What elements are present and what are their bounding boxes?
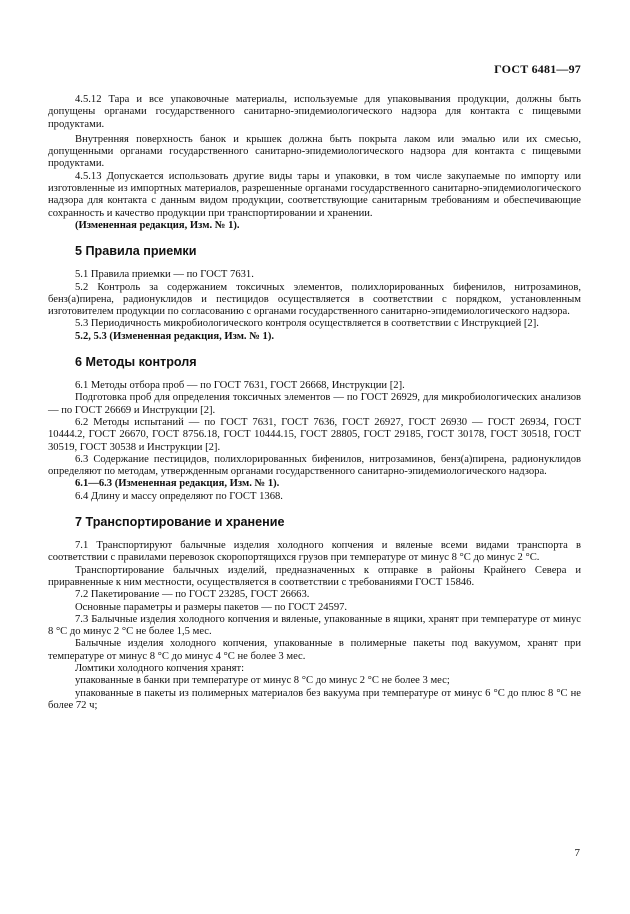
section-heading-7: 7 Транспортирование и хранение — [75, 515, 285, 530]
paragraph: 7.3 Балычные изделия холодного копчения и вяленые, упакованные в ящики, хранят при температуре от минус 8 °С до минус 2 °С не более 1,5 мес. — [48, 613, 581, 638]
paragraph: 7.2 Пакетирование — по ГОСТ 23285, ГОСТ 26663. — [75, 589, 310, 601]
paragraph: 7.1 Транспортируют балычные изделия холодного копчения и вяленые всеми видами транспорта в соответствии с правилами перевозок скоропортящихся грузов при температуре от минус 8 °С до минус 2 °С. — [48, 540, 581, 564]
paragraph: Подготовка проб для определения токсичных элементов — по ГОСТ 26929, для микробиологических анализов — по ГОСТ 26669 и Инструкции [2]. — [48, 392, 581, 416]
paragraph: 6.4 Длину и массу определяют по ГОСТ 1368. — [75, 490, 283, 502]
amendment-note: 5.2, 5.3 (Измененная редакция, Изм. № 1). — [75, 330, 274, 342]
paragraph: упакованные в пакеты из полимерных материалов без вакуума при температуре от минус 6 °С до плюс 8 °С не более 72 ч; — [48, 687, 581, 711]
paragraph: 6.2 Методы испытаний — по ГОСТ 7631, ГОСТ 7636, ГОСТ 26927, ГОСТ 26930 — ГОСТ 26934, ГОСТ 10444.2, ГОСТ 26670, ГОСТ 8756.18, ГОСТ 10444.15, ГОСТ 28805, ГОСТ 29185, ГОСТ 30178, ГОСТ 30518, ГОСТ 30519, ГОСТ 30538 и Инструкции [2]. — [48, 416, 581, 453]
paragraph: 4.5.13 Допускается использовать другие виды тары и упаковки, в том числе закупаемые по импорту или изготовленные из импортных материалов, разрешенные органами государственного санитарно-эпидемиологического надзора для контакта с данным видом продукции, соответствующие санитарным требованиям и обеспечивающие сохранность и качество продукции при транспортировании и хранении. — [48, 170, 581, 219]
paragraph: упакованные в банки при температуре от минус 8 °С до минус 2 °С не более 3 мес; — [75, 675, 450, 687]
amendment-note: 6.1—6.3 (Измененная редакция, Изм. № 1). — [75, 478, 280, 490]
paragraph: 6.3 Содержание пестицидов, полихлорированных бифенилов, нитрозаминов, бенз(а)пирена, радионуклидов определяют по методам, утвержденным органами государственного санитарно-эпидемиологического надзора. — [48, 453, 581, 478]
document-code-header: ГОСТ 6481—97 — [494, 62, 581, 76]
paragraph: 5.1 Правила приемки — по ГОСТ 7631. — [75, 269, 254, 281]
paragraph: Балычные изделия холодного копчения, упакованные в полимерные пакеты под вакуумом, хранят при температуре от минус 8 °С до минус 4 °С не более 3 мес. — [48, 638, 581, 662]
paragraph: Внутренняя поверхность банок и крышек должна быть покрыта лаком или эмалью или их смесью, допущенными органами государственного санитарно-эпидемиологического надзора для контакта с пищевыми продуктами. — [48, 133, 581, 170]
section-heading-6: 6 Методы контроля — [75, 355, 197, 370]
paragraph: 5.3 Периодичность микробиологического контроля осуществляется в соответствии с Инструкцией [2]. — [75, 318, 539, 330]
amendment-note: (Измененная редакция, Изм. № 1). — [75, 219, 240, 231]
paragraph: 5.2 Контроль за содержанием токсичных элементов, полихлорированных бифенилов, нитрозаминов, бенз(а)пирена, радионуклидов и пестицидов осуществляется в соответствии с порядком, установленным изготовителем продукции по согласованию с органами государственного санитарно-эпидемиологического надзора. — [48, 281, 581, 318]
paragraph: 6.1 Методы отбора проб — по ГОСТ 7631, ГОСТ 26668, Инструкции [2]. — [75, 380, 405, 392]
page-number: 7 — [574, 847, 580, 859]
paragraph: Транспортирование балычных изделий, предназначенных к отправке в районы Крайнего Севера и приравненные к ним местности, осуществляется в соответствии с требованиями ГОСТ 15846. — [48, 564, 581, 588]
paragraph: Ломтики холодного копчения хранят: — [75, 662, 245, 674]
paragraph: Основные параметры и размеры пакетов — по ГОСТ 24597. — [75, 601, 348, 613]
section-heading-5: 5 Правила приемки — [75, 244, 197, 259]
paragraph: 4.5.12 Тара и все упаковочные материалы, используемые для упаковывания продукции, должны быть допущены органами государственного санитарно-эпидемиологического надзора для контакта с пищевыми продуктами. — [48, 94, 581, 130]
document-body — [48, 94, 581, 712]
